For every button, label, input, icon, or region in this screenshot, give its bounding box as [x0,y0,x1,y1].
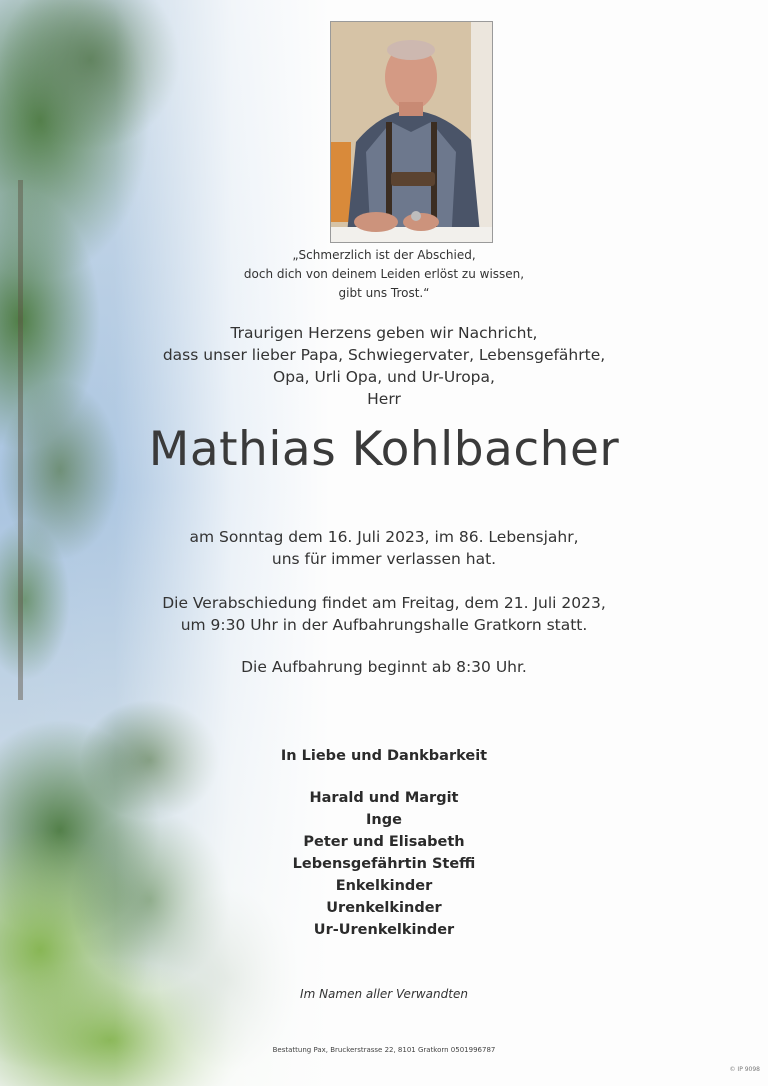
mourners-list [0,787,768,941]
footer [0,1046,768,1054]
quote-line: „Schmerzlich ist der Abschied, [292,248,476,262]
mourners-heading: In Liebe und Dankbarkeit [280,748,488,764]
mourner-name: Lebensgefährtin Steffi [292,856,476,872]
farewell-block [0,592,768,636]
intro-line: Herr [367,390,401,408]
viewing-block [0,656,768,678]
portrait-photo-icon [331,22,493,243]
farewell-line: um 9:30 Uhr in der Aufbahrungshalle Gratkorn statt. [180,616,588,634]
intro-block [0,322,768,410]
portrait-photo [330,21,493,243]
intro-line: Traurigen Herzens geben wir Nachricht, [230,324,538,342]
mourner-name: Inge [366,812,402,828]
funeral-home-line: Bestattung Pax, Bruckerstrasse 22, 8101 Gratkorn 0501996787 [272,1046,496,1054]
intro-line: Opa, Urli Opa, und Ur-Uropa, [273,368,495,386]
death-line: am Sonntag dem 16. Juli 2023, im 86. Lebensjahr, [189,528,579,546]
deceased-name: Mathias Kohlbacher [148,422,620,477]
mourner-name: Harald und Margit [309,790,459,806]
quote-line: gibt uns Trost.“ [338,286,430,300]
mourner-name: Urenkelkinder [326,900,442,916]
death-block [0,526,768,570]
mourner-name: Enkelkinder [335,878,433,894]
mourner-name: Ur-Urenkelkinder [313,922,455,938]
farewell-line: Die Verabschiedung findet am Freitag, dem 21. Juli 2023, [162,594,606,612]
quote-line: doch dich von deinem Leiden erlöst zu wissen, [243,267,525,281]
quote-block [0,246,768,303]
mourners-heading-block [0,745,768,767]
print-code: © IP 9098 [729,1066,760,1073]
intro-line: dass unser lieber Papa, Schwiegervater, Lebensgefährte, [162,346,606,364]
viewing-line: Die Aufbahrung beginnt ab 8:30 Uhr. [241,658,527,676]
deceased-name-block [0,422,768,478]
death-line: uns für immer verlassen hat. [271,550,497,568]
closing-line: Im Namen aller Verwandten [300,987,468,1001]
closing-block [0,987,768,1001]
mourner-name: Peter und Elisabeth [303,834,465,850]
